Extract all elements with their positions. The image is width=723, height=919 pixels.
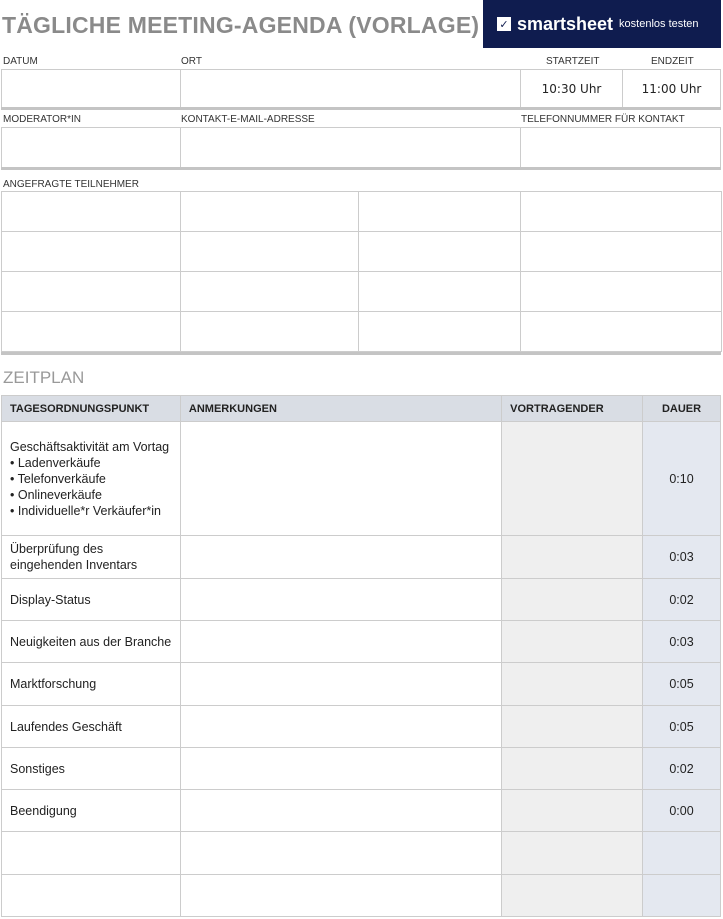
- duration-cell[interactable]: 0:10: [643, 422, 721, 536]
- logo-cta: kostenlos testen: [619, 18, 699, 30]
- participant-field[interactable]: [180, 231, 359, 272]
- presenter-cell[interactable]: [502, 536, 643, 579]
- table-row: [2, 536, 721, 579]
- presenter-cell[interactable]: [502, 663, 643, 706]
- label-endzeit: ENDZEIT: [651, 56, 694, 67]
- col-header-notes: ANMERKUNGEN: [180, 396, 501, 422]
- divider: [1, 167, 721, 170]
- moderator-field[interactable]: [1, 127, 181, 168]
- participant-field[interactable]: [520, 231, 722, 272]
- table-row: [2, 422, 721, 536]
- agenda-item-cell[interactable]: Laufendes Geschäft: [2, 706, 181, 748]
- table-row: [2, 748, 721, 790]
- label-teilnehmer: ANGEFRAGTE TEILNEHMER: [3, 179, 139, 190]
- presenter-cell[interactable]: [502, 579, 643, 621]
- agenda-item-cell[interactable]: [2, 875, 181, 917]
- table-row: [2, 875, 721, 917]
- notes-cell[interactable]: [180, 536, 501, 579]
- schedule-heading: ZEITPLAN: [3, 368, 85, 387]
- checkmark-icon: ✓: [497, 17, 511, 31]
- col-header-item: TAGESORDNUNGSPUNKT: [2, 396, 181, 422]
- participant-field[interactable]: [520, 191, 722, 232]
- participant-field[interactable]: [1, 191, 181, 232]
- datum-field[interactable]: [1, 69, 181, 108]
- notes-cell[interactable]: [180, 832, 501, 875]
- label-ort: ORT: [181, 56, 202, 67]
- notes-cell[interactable]: [180, 706, 501, 748]
- label-telefon: TELEFONNUMMER FÜR KONTAKT: [521, 114, 685, 125]
- presenter-cell[interactable]: [502, 748, 643, 790]
- notes-cell[interactable]: [180, 790, 501, 832]
- presenter-cell[interactable]: [502, 790, 643, 832]
- duration-cell[interactable]: [643, 832, 721, 875]
- table-row: [2, 579, 721, 621]
- duration-cell[interactable]: 0:05: [643, 663, 721, 706]
- table-row: [2, 663, 721, 706]
- participant-field[interactable]: [1, 311, 181, 352]
- duration-cell[interactable]: 0:05: [643, 706, 721, 748]
- notes-cell[interactable]: [180, 579, 501, 621]
- participant-field[interactable]: [520, 271, 722, 312]
- label-email: KONTAKT-E-MAIL-ADRESSE: [181, 114, 315, 125]
- participant-field[interactable]: [1, 231, 181, 272]
- table-row: [2, 790, 721, 832]
- presenter-cell[interactable]: [502, 706, 643, 748]
- notes-cell[interactable]: [180, 875, 501, 917]
- schedule-table: [1, 395, 721, 917]
- col-header-presenter: VORTRAGENDER: [502, 396, 643, 422]
- endzeit-field[interactable]: 11:00 Uhr: [622, 69, 721, 108]
- table-row: [2, 706, 721, 748]
- agenda-item-cell[interactable]: Geschäftsaktivität am Vortag • Ladenverkäufe • Telefonverkäufe • Onlineverkäufe • Individuelle*r Verkäufer*in: [2, 422, 181, 536]
- presenter-cell[interactable]: [502, 832, 643, 875]
- agenda-item-cell[interactable]: Marktforschung: [2, 663, 181, 706]
- presenter-cell[interactable]: [502, 621, 643, 663]
- ort-field[interactable]: [180, 69, 521, 108]
- divider: [1, 352, 721, 355]
- duration-cell[interactable]: 0:02: [643, 748, 721, 790]
- label-moderator: MODERATOR*IN: [3, 114, 81, 125]
- startzeit-field[interactable]: 10:30 Uhr: [520, 69, 623, 108]
- agenda-item-cell[interactable]: Überprüfung des eingehenden Inventars: [2, 536, 181, 579]
- table-row: [2, 621, 721, 663]
- col-header-duration: DAUER: [643, 396, 721, 422]
- participant-field[interactable]: [180, 271, 359, 312]
- participant-field[interactable]: [520, 311, 722, 352]
- presenter-cell[interactable]: [502, 875, 643, 917]
- participant-field[interactable]: [180, 311, 359, 352]
- page-title: TÄGLICHE MEETING-AGENDA (VORLAGE): [2, 12, 480, 38]
- duration-cell[interactable]: 0:00: [643, 790, 721, 832]
- telefon-field[interactable]: [520, 127, 721, 168]
- agenda-item-cell[interactable]: Sonstiges: [2, 748, 181, 790]
- duration-cell[interactable]: [643, 875, 721, 917]
- duration-cell[interactable]: 0:02: [643, 579, 721, 621]
- participant-field[interactable]: [1, 271, 181, 312]
- agenda-item-cell[interactable]: Neuigkeiten aus der Branche: [2, 621, 181, 663]
- email-field[interactable]: [180, 127, 521, 168]
- logo-brand: smartsheet: [517, 13, 614, 34]
- label-datum: DATUM: [3, 56, 38, 67]
- participants-grid: [1, 191, 721, 354]
- divider: [1, 107, 721, 110]
- notes-cell[interactable]: [180, 422, 501, 536]
- presenter-cell[interactable]: [502, 422, 643, 536]
- notes-cell[interactable]: [180, 748, 501, 790]
- participant-field[interactable]: [180, 191, 359, 232]
- label-startzeit: STARTZEIT: [546, 56, 600, 67]
- notes-cell[interactable]: [180, 663, 501, 706]
- duration-cell[interactable]: 0:03: [643, 621, 721, 663]
- participant-field[interactable]: [358, 231, 521, 272]
- agenda-item-cell[interactable]: Display-Status: [2, 579, 181, 621]
- participant-field[interactable]: [358, 271, 521, 312]
- participant-field[interactable]: [358, 191, 521, 232]
- participant-field[interactable]: [358, 311, 521, 352]
- table-row: [2, 832, 721, 875]
- agenda-item-cell[interactable]: Beendigung: [2, 790, 181, 832]
- agenda-item-cell[interactable]: [2, 832, 181, 875]
- duration-cell[interactable]: 0:03: [643, 536, 721, 579]
- notes-cell[interactable]: [180, 621, 501, 663]
- smartsheet-logo-button[interactable]: [483, 0, 721, 48]
